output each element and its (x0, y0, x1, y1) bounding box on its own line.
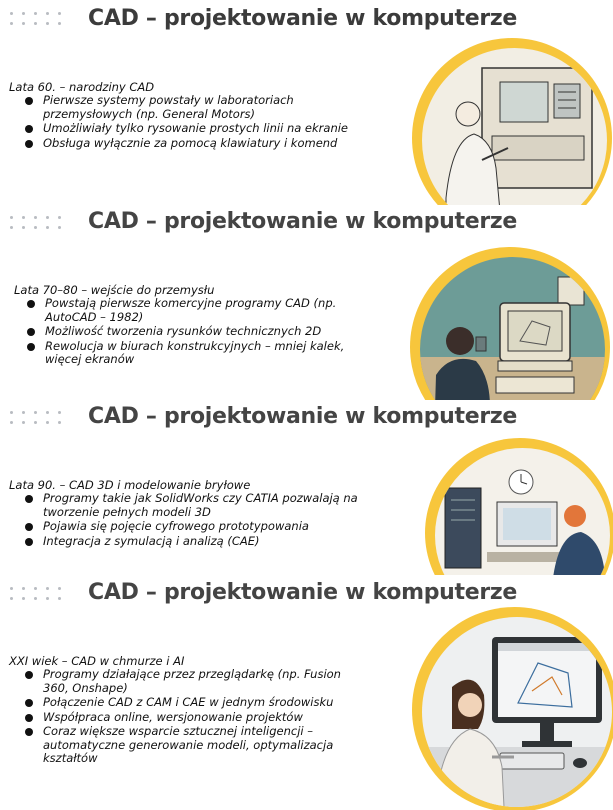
decorative-dots (10, 587, 70, 603)
bullet-list (21, 668, 361, 767)
era-heading: Lata 70–80 – wejście do przemysłu (14, 283, 215, 297)
slide-title: CAD – projektowanie w komputerze (88, 209, 518, 234)
list-item: Coraz większe wsparcie sztucznej inteligencji – automatyczne generowanie modeli, optymalizacja kształtów (21, 725, 361, 766)
era-heading: Lata 60. – narodziny CAD (9, 80, 155, 94)
list-item: Pojawia się pojęcie cyfrowego prototypowania (21, 520, 406, 534)
slide-3 (0, 400, 613, 575)
list-item: Powstają pierwsze komercyjne programy CAD (np. AutoCAD – 1982) (23, 297, 373, 324)
list-item: Programy takie jak SolidWorks czy CATIA pozwalają na tworzenie pełnych modeli 3D (21, 492, 406, 519)
bullet-list (21, 492, 406, 549)
decorative-dots (10, 411, 70, 427)
slide-1 (0, 0, 613, 205)
slide-title: CAD – projektowanie w komputerze (88, 580, 518, 605)
list-item: Możliwość tworzenia rysunków technicznych 2D (23, 325, 373, 339)
illustration-3d-workstation (425, 438, 613, 575)
illustration-crt-office (410, 247, 613, 400)
slide-4 (0, 575, 613, 810)
list-item: Umożliwiały tylko rysowanie prostych linii na ekranie (21, 122, 376, 136)
list-item: Współpraca online, wersjonowanie projektów (21, 711, 361, 725)
slide-title: CAD – projektowanie w komputerze (88, 6, 518, 31)
list-item: Integracja z symulacją i analizą (CAE) (21, 535, 406, 549)
era-heading: XXI wiek – CAD w chmurze i AI (9, 654, 185, 668)
bullet-list (21, 94, 376, 151)
bullet-list (23, 297, 373, 368)
slide-title: CAD – projektowanie w komputerze (88, 404, 518, 429)
era-heading: Lata 90. – CAD 3D i modelowanie bryłowe (9, 478, 251, 492)
illustration-cloud-cad (412, 607, 613, 810)
illustration-vintage-terminal (412, 38, 613, 205)
list-item: Obsługa wyłącznie za pomocą klawiatury i komend (21, 137, 376, 151)
list-item: Pierwsze systemy powstały w laboratoriach przemysłowych (np. General Motors) (21, 94, 376, 121)
decorative-dots (10, 12, 70, 28)
slide-2 (0, 205, 613, 400)
list-item: Programy działające przez przeglądarkę (np. Fusion 360, Onshape) (21, 668, 361, 695)
list-item: Połączenie CAD z CAM i CAE w jednym środowisku (21, 696, 361, 710)
list-item: Rewolucja w biurach konstrukcyjnych – mniej kalek, więcej ekranów (23, 340, 373, 367)
decorative-dots (10, 216, 70, 232)
